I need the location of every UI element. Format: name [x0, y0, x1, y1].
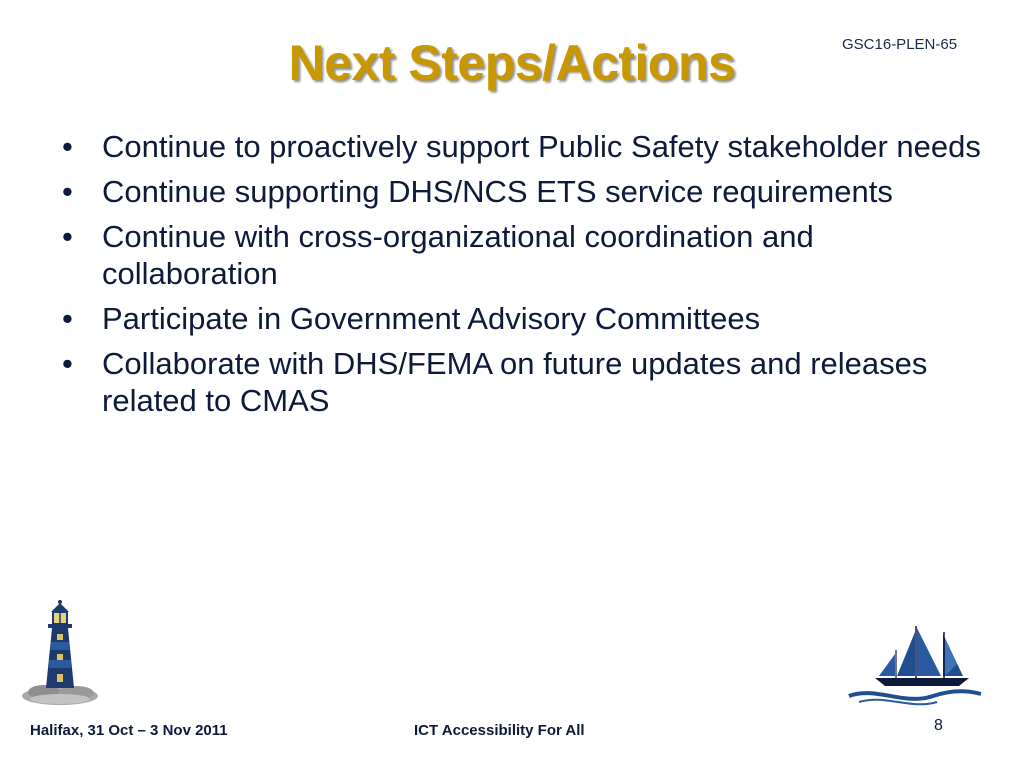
bullet-item-4 [60, 300, 990, 337]
sailing-ship-icon [845, 624, 985, 706]
bullet-item-1 [60, 128, 990, 165]
bullet-text: Continue to proactively support Public Safety stakeholder needs [102, 129, 981, 164]
bullet-item-5 [60, 345, 990, 419]
bullet-text: Continue supporting DHS/NCS ETS service requirements [102, 174, 893, 209]
document-code: GSC16-PLEN-65 [842, 36, 958, 53]
bullet-dot: • [62, 219, 73, 254]
bullet-text: Continue with cross-organizational coordination and collaboration [102, 219, 814, 291]
slide-title: Next Steps/Actions [288, 35, 736, 91]
bullet-dot: • [62, 129, 73, 164]
bullet-dot: • [62, 174, 73, 209]
bullet-item-3 [60, 218, 990, 292]
bullet-dot: • [62, 346, 73, 381]
bullet-dot: • [62, 301, 73, 336]
bullet-item-2 [60, 173, 990, 210]
footer-location-date: Halifax, 31 Oct – 3 Nov 2011 [30, 722, 228, 739]
bullet-list [60, 128, 990, 427]
page-number: 8 [934, 717, 943, 734]
bullet-text: Collaborate with DHS/FEMA on future updates and releases related to CMAS [102, 346, 928, 418]
footer-event-name: ICT Accessibility For All [414, 722, 585, 739]
bullet-text: Participate in Government Advisory Committees [102, 301, 761, 336]
lighthouse-icon [20, 598, 100, 706]
